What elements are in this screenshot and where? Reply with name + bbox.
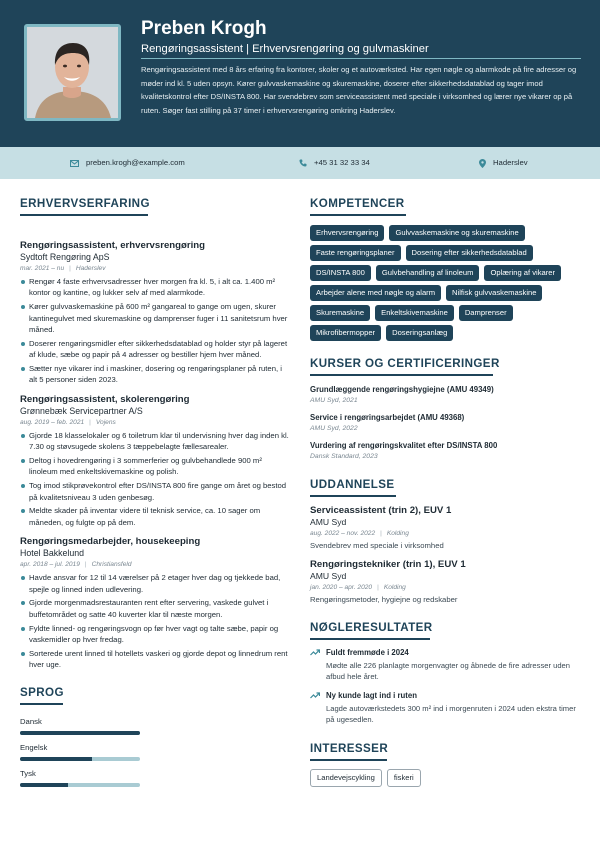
course-item xyxy=(310,413,584,434)
job-entry xyxy=(20,394,292,528)
profile-photo xyxy=(24,24,121,121)
course-title: Grundlæggende rengøringshygiejne (AMU 49349) xyxy=(310,385,494,394)
experience-section xyxy=(20,196,292,671)
interests-section xyxy=(310,741,584,787)
bullet-item: Sætter nye vikarer ind i maskiner, dosering og rengøringsplaner på ruten, i alt 5 personer siden 2023. xyxy=(20,363,292,386)
result-title: Ny kunde lagt ind i ruten xyxy=(326,690,417,700)
title-divider xyxy=(141,58,581,59)
bullet-item: Havde ansvar for 12 til 14 værelser på 2 etager hver dag og tjekkede bad, spejle og linned inden udlevering. xyxy=(20,572,292,595)
bullet-item: Doserer rengøringsmidler efter sikkerhedsdatablad og holder styr på lageret af klude, sæbe og papir på 4 adresser og bestiller hjem hver måned. xyxy=(20,338,292,361)
languages-section xyxy=(20,685,292,787)
section-rule xyxy=(310,495,396,497)
language-item xyxy=(20,769,292,787)
education-meta: aug. 2022 – nov. 2022 | Kolding xyxy=(310,530,409,537)
skill-chip: Nilfisk gulvvaskemaskine xyxy=(446,285,542,301)
job-meta: apr. 2018 – jul. 2019 | Christiansfeld xyxy=(20,561,132,569)
trend-up-icon xyxy=(310,692,320,699)
education-description: Svendebrev med speciale i virksomhed xyxy=(310,541,444,550)
contact-location xyxy=(479,158,528,168)
education-school: AMU Syd xyxy=(310,517,347,527)
skill-chip: Doseringsanlæg xyxy=(386,325,453,341)
education-item xyxy=(310,559,584,605)
email-icon xyxy=(70,160,79,167)
section-title-interests: INTERESSER xyxy=(310,741,389,755)
course-meta: Dansk Standard, 2023 xyxy=(310,453,378,460)
language-level-fill xyxy=(20,783,68,787)
language-level-bar xyxy=(20,731,140,735)
section-rule xyxy=(310,638,430,640)
section-title-skills: KOMPETENCER xyxy=(310,197,405,210)
bullet-item: Rengør 4 faste erhvervsadresser hver morgen fra kl. 5, i alt ca. 1.400 m² kontor og kantine, og lukker selv af med alarmkode. xyxy=(20,276,292,299)
job-dates: apr. 2018 – jul. 2019 xyxy=(20,561,80,569)
skill-chip: Faste rengøringsplaner xyxy=(310,245,401,261)
bullet-item: Tog imod stikprøvekontrol efter DS/INSTA 800 fire gange om året og bestod på kvalitetsniveau 3 uden genbesøg. xyxy=(20,480,292,503)
result-item xyxy=(310,691,584,726)
bullet-item: Sorterede urent linned til hotellets vaskeri og gjorde depot og linnedrum rent hver uge. xyxy=(20,648,292,671)
job-bullets xyxy=(20,430,292,528)
job-company: Hotel Bakkelund xyxy=(20,548,85,559)
bullet-item: Kører gulvvaskemaskine på 600 m² gangareal to gange om ugen, skurer kantinegulvet med skuremaskine og damprenser fuger i 11 sanitetsrum hver måned. xyxy=(20,301,292,335)
job-title: Rengøringsassistent, erhvervsrengøring xyxy=(20,240,205,251)
skill-chip: Gulvbehandling af linoleum xyxy=(376,265,480,281)
education-title: Rengøringstekniker (trin 1), EUV 1 xyxy=(310,559,466,570)
right-column xyxy=(310,196,584,787)
language-item xyxy=(20,717,292,735)
job-entry xyxy=(20,240,292,386)
education-meta: jan. 2020 – apr. 2020 | Kolding xyxy=(310,584,406,591)
language-item xyxy=(20,743,292,761)
contact-email[interactable] xyxy=(70,158,185,168)
section-title-results: NØGLERESULTATER xyxy=(310,621,433,634)
job-title: Rengøringsmedarbejder, housekeeping xyxy=(20,536,201,548)
bullet-item: Gjorde morgenmadsrestauranten rent efter servering, vaskede gulvet i buffetområdet og satte 40 kuverter klar til næste morgen. xyxy=(20,597,292,620)
result-description: Lagde autoværkstedets 300 m² ind i morgenruten i 2024 uden ekstra timer på ugesedlen. xyxy=(326,703,576,725)
left-column xyxy=(20,196,292,787)
job-entry xyxy=(20,536,292,670)
education-item xyxy=(310,505,584,551)
bullet-item: Fyldte linned- og rengøringsvogn op før hver vagt og talte sæbe, papir og vaskemidler op hver fredag. xyxy=(20,623,292,646)
course-title: Service i rengøringsarbejdet (AMU 49368) xyxy=(310,413,465,422)
course-meta: AMU Syd, 2022 xyxy=(310,425,358,432)
course-title: Vurdering af rengøringskvalitet efter DS/INSTA 800 xyxy=(310,441,498,450)
education-dates: jan. 2020 – apr. 2020 xyxy=(310,584,373,591)
language-name: Engelsk xyxy=(20,742,48,752)
skill-chip: Oplæring af vikarer xyxy=(484,265,561,281)
language-level-fill xyxy=(20,731,140,735)
skill-chip: Mikrofibermopper xyxy=(310,325,381,341)
skill-chip: Dosering efter sikkerhedsdatablad xyxy=(406,245,533,261)
phone-text: +45 31 32 33 34 xyxy=(314,158,370,167)
section-title-languages: SPROG xyxy=(20,685,64,699)
language-level-bar xyxy=(20,757,140,761)
job-dates: mar. 2021 – nu xyxy=(20,265,65,272)
job-bullets xyxy=(20,572,292,670)
job-title: Rengøringsassistent, skolerengøring xyxy=(20,393,190,405)
phone-icon xyxy=(299,159,307,167)
education-location: Kolding xyxy=(383,584,406,591)
language-name: Dansk xyxy=(20,716,42,726)
course-meta: AMU Syd, 2021 xyxy=(310,397,358,404)
language-level-bar xyxy=(20,783,140,787)
job-meta: aug. 2019 – feb. 2021 | Vojens xyxy=(20,418,116,426)
interest-tag: Landevejscykling xyxy=(310,769,382,787)
education-location: Kolding xyxy=(386,530,409,537)
skills-section xyxy=(310,196,584,341)
location-text: Haderslev xyxy=(493,158,528,167)
section-title-experience: ERHVERVSERFARING xyxy=(20,197,150,210)
skill-chip: DS/INSTA 800 xyxy=(310,265,371,281)
email-text: preben.krogh@example.com xyxy=(86,158,185,167)
interests-list xyxy=(310,769,584,787)
skill-chip: Damprenser xyxy=(459,305,513,321)
location-pin-icon xyxy=(479,159,486,168)
skills-list xyxy=(310,225,584,341)
courses-section xyxy=(310,356,584,462)
job-location: Christiansfeld xyxy=(91,561,132,569)
contact-bar xyxy=(0,147,600,179)
person-title: Rengøringsassistent | Erhvervsrengøring og gulvmaskiner xyxy=(141,43,429,55)
bullet-item: Meldte skader på inventar videre til teknisk service, ca. 10 sager om måneden, og fulgte op på dem. xyxy=(20,505,292,528)
job-bullets xyxy=(20,276,292,386)
job-company: Sydtoft Rengøring ApS xyxy=(20,252,110,262)
job-meta: mar. 2021 – nu | Haderslev xyxy=(20,265,106,272)
header xyxy=(0,0,600,147)
job-company: Grønnebæk Servicepartner A/S xyxy=(20,405,143,416)
skill-chip: Erhvervsrengøring xyxy=(310,225,384,241)
results-section xyxy=(310,620,584,726)
bullet-item: Deltog i hovedrengøring i 3 sommerferier og gulvbehandlede 900 m² linoleum med enkeltskivemaskine og polish. xyxy=(20,455,292,478)
result-description: Mødte alle 226 planlagte morgenvagter og åbnede de fire adresser uden afbud hele året. xyxy=(326,661,571,682)
result-title: Fuldt fremmøde i 2024 xyxy=(326,648,409,657)
person-name: Preben Krogh xyxy=(141,18,267,39)
section-rule xyxy=(310,759,387,761)
education-section xyxy=(310,477,584,605)
skill-chip: Skuremaskine xyxy=(310,305,370,321)
result-item xyxy=(310,648,584,683)
skill-chip: Gulvvaskemaskine og skuremaskine xyxy=(389,225,524,241)
trend-up-icon xyxy=(310,649,320,656)
section-title-education: UDDANNELSE xyxy=(310,478,395,491)
language-name: Tysk xyxy=(20,768,36,778)
job-location: Haderslev xyxy=(75,265,106,272)
bullet-item: Gjorde 18 klasselokaler og 6 toiletrum klar til undervisning hver dag inden kl. 7.30 og støvsugede skolens 3 tæppebelagte fællesarealer. xyxy=(20,430,292,453)
skill-chip: Enkeltskivemaskine xyxy=(375,305,454,321)
education-school: AMU Syd xyxy=(310,571,347,581)
job-dates: aug. 2019 – feb. 2021 xyxy=(20,418,85,426)
profile-summary: Rengøringsassistent med 8 års erfaring fra kontorer, skoler og et autoværksted. Har egen nøgle og alarmkode på fire adresser og møder ind kl. 5 uden opsyn. Kører gulvvaskemaskine og skuremaskine, doserer efter sikkerhedsdatablad og tager imod kvalitetskontrol efter DS/INSTA 800. Har svendebrev som serviceassistent med speciale i virksomhed og lærer nye vikarer op på ruten. Søger fast stilling på 37 timer i erhvervsrengøring omkring Haderslev. xyxy=(141,65,577,115)
language-level-fill xyxy=(20,757,92,761)
education-dates: aug. 2022 – nov. 2022 xyxy=(310,530,376,537)
education-description: Rengøringsmetoder, hygiejne og redskaber xyxy=(310,595,458,604)
job-location: Vojens xyxy=(95,418,116,426)
course-item xyxy=(310,385,584,406)
contact-phone[interactable] xyxy=(299,158,370,168)
interest-tag: fiskeri xyxy=(387,769,421,787)
course-item xyxy=(310,441,584,462)
section-title-courses: KURSER OG CERTIFICERINGER xyxy=(310,357,500,370)
education-title: Serviceassistent (trin 2), EUV 1 xyxy=(310,505,452,516)
skill-chip: Arbejder alene med nøgle og alarm xyxy=(310,285,441,301)
section-rule xyxy=(310,214,406,216)
